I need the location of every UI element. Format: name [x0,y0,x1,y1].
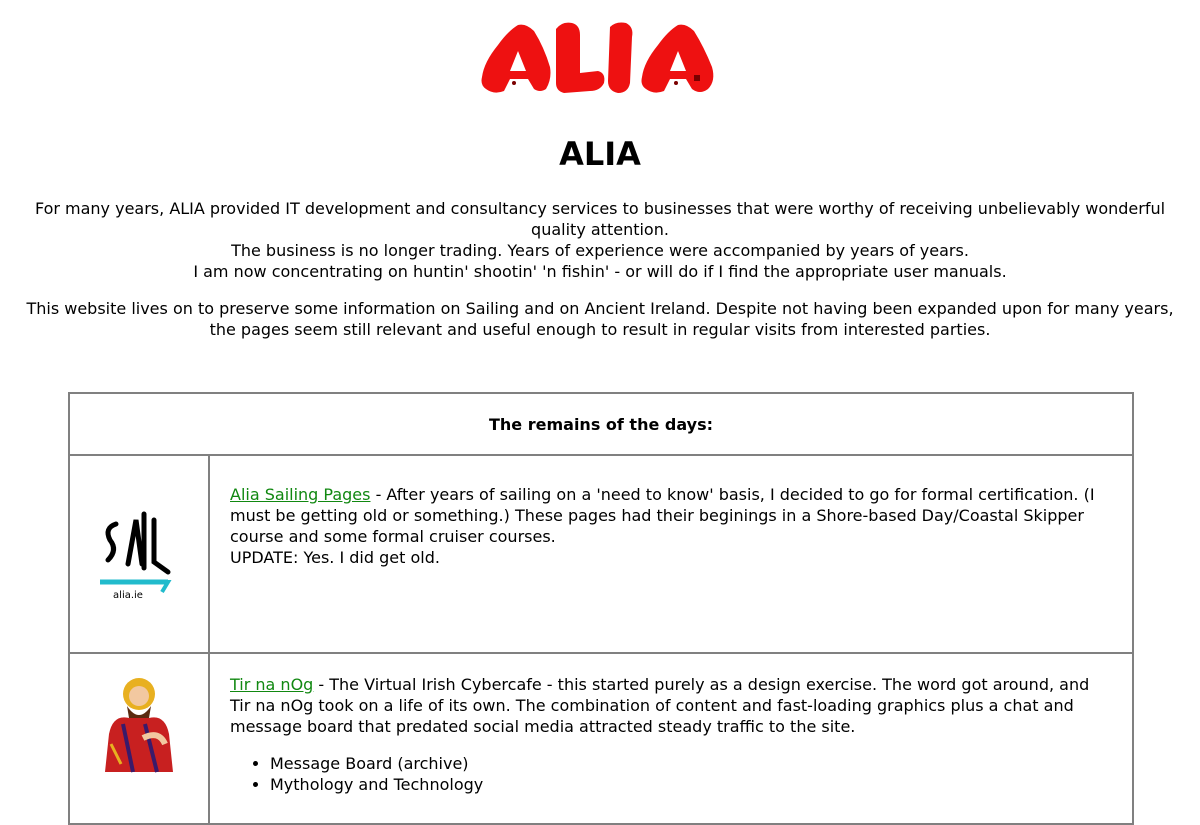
tirnanog-list [230,753,1102,795]
celtic-figure-icon [99,674,179,774]
sail-icon-cell [69,455,209,653]
list-item[interactable]: • Mythology and Technology [270,774,1102,795]
intro-line-1: For many years, ALIA provided IT development and consultancy services to businesses that were worthy of receiving unbelievably wonderful quality attention. [34,199,1166,239]
tirnanog-icon-cell [69,653,209,824]
page-title: ALIA [559,135,641,173]
sailing-description [230,484,1102,568]
remains-table [68,392,1134,825]
sail-logo-caption: alia.ie [113,589,143,601]
tirnanog-description [230,674,1102,737]
intro [14,198,1186,340]
alia-sailing-pages-link[interactable]: Alia Sailing Pages [230,485,371,504]
sailing-text: - After years of sailing on a 'need to know' basis, I decided to go for formal certification. (I must be getting old or something.) These pages had their beginings in a Shore-based Day/Coastal Skipper course and some formal cruiser courses. [230,485,1095,546]
tirnanog-description-cell [209,653,1133,824]
sail-logo-icon [94,502,184,602]
sailing-description-cell [209,455,1133,653]
tir-na-nog-link[interactable]: Tir na nOg [230,675,314,694]
sailing-update: UPDATE: Yes. I did get old. [230,548,440,567]
intro-line-2: The business is no longer trading. Years of experience were accompanied by years of years. [231,241,969,260]
table-row [69,653,1133,824]
alia-logo-icon [480,17,720,97]
table-row [69,455,1133,653]
logo [0,0,1200,100]
table-heading: The remains of the days: [69,393,1133,455]
intro-line-3: I am now concentrating on huntin' shootin' 'n fishin' - or will do if I find the appropriate user manuals. [193,262,1007,281]
tirnanog-text: - The Virtual Irish Cybercafe - this started purely as a design exercise. The word got around, and Tir na nOg took on a life of its own. The combination of content and fast-loading graphics plus a chat and message board that predated social media attracted steady traffic to the site. [230,675,1090,736]
intro-second-paragraph: This website lives on to preserve some information on Sailing and on Ancient Ireland. Despite not having been expanded upon for many years, the pages seem still relevant and useful enough to result in regular visits from interested parties. [26,299,1174,339]
list-item[interactable]: • Message Board (archive) [270,753,1102,774]
intro-paragraph [14,198,1186,282]
